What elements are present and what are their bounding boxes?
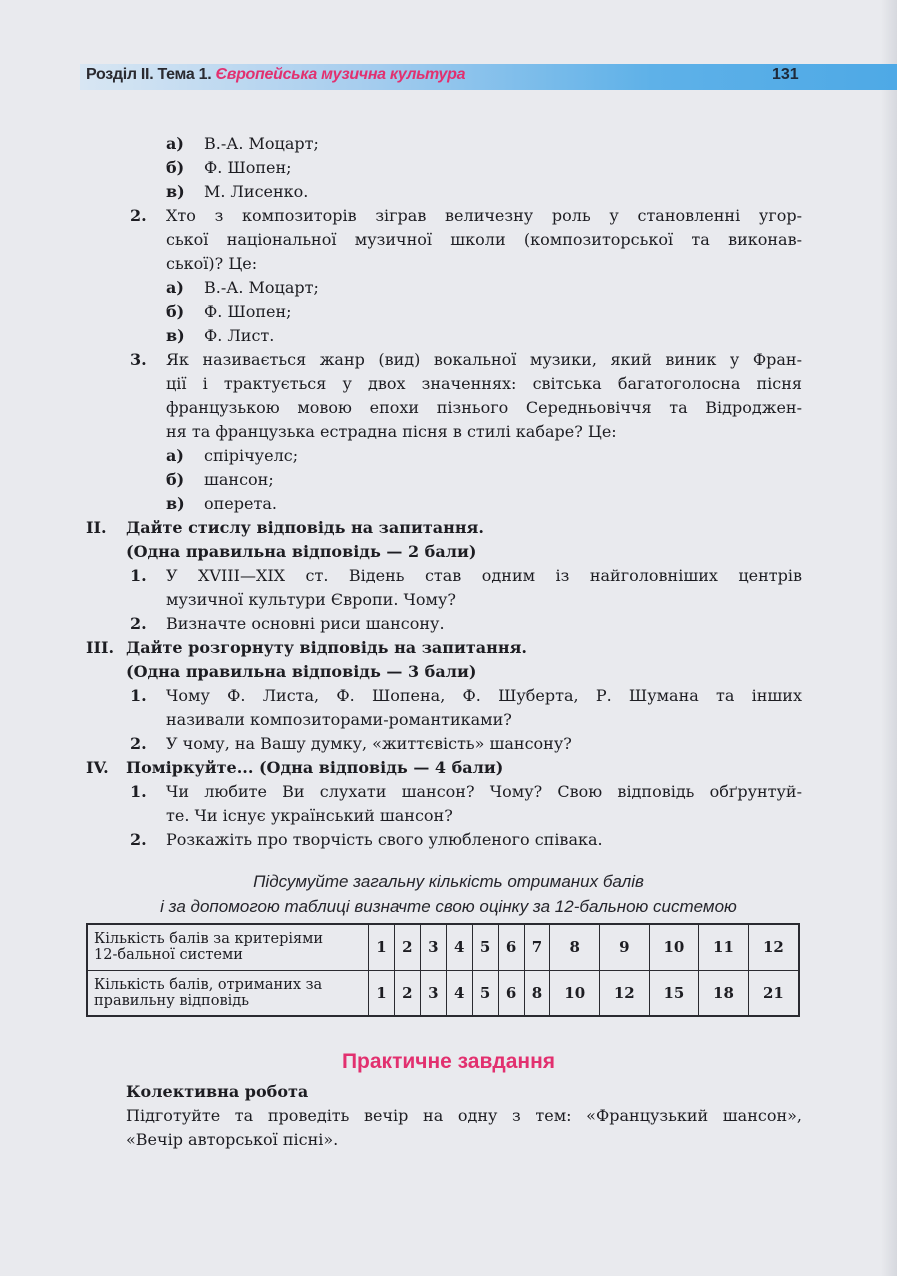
practical-text: «Вечір авторської пісні».: [126, 1130, 339, 1149]
table-cell: 12: [748, 924, 799, 970]
option-letter: а): [166, 446, 184, 465]
question-text: Як називається жанр (вид) вокальної музики, який виник у Фран-: [166, 350, 802, 369]
table-cell: 2: [394, 924, 420, 970]
question-number: 2.: [130, 206, 147, 225]
summary-line-1: Підсумуйте загальну кількість отриманих балів: [253, 872, 644, 891]
option-text: В.-А. Моцарт;: [204, 278, 319, 297]
option-letter: а): [166, 278, 184, 297]
option-letter: в): [166, 182, 185, 201]
header-topic: Європейська музична культура: [215, 66, 466, 83]
summary-line-2: і за допомогою таблиці визначте свою оцінку за 12-бальною системою: [160, 897, 737, 916]
option-letter: б): [166, 302, 185, 321]
table-cell: 11: [699, 924, 749, 970]
section-title: Дайте стислу відповідь на запитання.: [126, 518, 484, 537]
option-row: [0, 300, 897, 324]
question-line: [0, 420, 897, 444]
section-heading: [0, 636, 897, 660]
row-label-line: правильну відповідь: [94, 992, 250, 1009]
question-line: [0, 612, 897, 636]
question-line: [0, 828, 897, 852]
grading-table: [86, 923, 800, 1017]
option-text: Ф. Шопен;: [204, 302, 292, 321]
table-cell: 6: [498, 970, 524, 1016]
table-cell: 4: [446, 970, 472, 1016]
table-cell: 8: [524, 970, 550, 1016]
option-text: оперета.: [204, 494, 277, 513]
option-letter: б): [166, 470, 185, 489]
row-label: [87, 924, 369, 970]
option-text: шансон;: [204, 470, 274, 489]
question-line: [0, 804, 897, 828]
option-row: [0, 444, 897, 468]
table-cell: 6: [498, 924, 524, 970]
table-cell: 1: [369, 970, 395, 1016]
practical-task-title: Практичне завдання: [341, 1050, 556, 1073]
option-text: Ф. Шопен;: [204, 158, 292, 177]
question-number: 2.: [130, 734, 147, 753]
practical-task: [126, 1080, 802, 1152]
table-cell: 2: [394, 970, 420, 1016]
points-note: (Одна правильна відповідь — 3 бали): [126, 662, 477, 681]
test-content: [0, 132, 897, 852]
option-row: [0, 492, 897, 516]
section-title: Поміркуйте... (Одна відповідь — 4 бали): [126, 758, 504, 777]
option-letter: а): [166, 134, 184, 153]
table-cell: 21: [748, 970, 799, 1016]
practical-subtitle: Колективна робота: [126, 1082, 309, 1101]
question-text: Чому Ф. Листа, Ф. Шопена, Ф. Шуберта, Р. Шумана та інших: [166, 686, 802, 705]
question-number: 3.: [130, 350, 147, 369]
option-letter: в): [166, 494, 185, 513]
table-cell: 15: [649, 970, 699, 1016]
question-text: Визначте основні риси шансону.: [166, 614, 445, 633]
option-letter: в): [166, 326, 185, 345]
question-text: Хто з композиторів зіграв величезну роль у становленні угор-: [166, 206, 802, 225]
practical-text: Підготуйте та проведіть вечір на одну з тем: «Французький шансон»,: [126, 1106, 802, 1125]
row-label-line: 12-бальної системи: [94, 947, 243, 964]
option-row: [0, 324, 897, 348]
question-text: французькою мовою епохи пізнього Середньовіччя та Відроджен-: [166, 398, 802, 417]
option-row: [0, 156, 897, 180]
question-line: [0, 204, 897, 228]
question-line: [0, 708, 897, 732]
section-heading: [0, 756, 897, 780]
option-text: М. Лисенко.: [204, 182, 309, 201]
section-points: [0, 660, 897, 684]
section-points: [0, 540, 897, 564]
table-cell: 12: [600, 970, 650, 1016]
table-cell: 7: [524, 924, 550, 970]
option-row: [0, 468, 897, 492]
row-label-line: Кількість балів, отриманих за: [94, 976, 323, 993]
question-number: 2.: [130, 614, 147, 633]
question-line: [0, 780, 897, 804]
question-text: ської національної музичної школи (композиторської та виконав-: [166, 230, 802, 249]
points-note: (Одна правильна відповідь — 2 бали): [126, 542, 477, 561]
question-text: ції і трактується у двох значеннях: світська багатоголосна пісня: [166, 374, 802, 393]
table-row: [87, 970, 799, 1016]
question-number: 2.: [130, 830, 147, 849]
question-line: [0, 228, 897, 252]
table-cell: 4: [446, 924, 472, 970]
table-cell: 5: [472, 970, 498, 1016]
question-text: ня та французька естрадна пісня в стилі кабаре? Це:: [166, 422, 617, 441]
question-line: [0, 396, 897, 420]
question-number: 1.: [130, 686, 147, 705]
table-cell: 9: [600, 924, 650, 970]
question-text: те. Чи існує український шансон?: [166, 806, 453, 825]
question-text: Чи любите Ви слухати шансон? Чому? Свою відповідь обґрунтуй-: [166, 782, 802, 801]
question-text: Розкажіть про творчість свого улюбленого співака.: [166, 830, 603, 849]
question-number: 1.: [130, 782, 147, 801]
page-number: 131: [772, 66, 799, 83]
section-title: Дайте розгорнуту відповідь на запитання.: [126, 638, 527, 657]
question-line: [0, 372, 897, 396]
table-cell: 3: [420, 970, 446, 1016]
question-line: [0, 564, 897, 588]
question-line: [0, 348, 897, 372]
section-number: II.: [86, 518, 107, 537]
question-number: 1.: [130, 566, 147, 585]
option-text: В.-А. Моцарт;: [204, 134, 319, 153]
row-label: [87, 970, 369, 1016]
section-heading: [0, 516, 897, 540]
question-text: У XVIII—XIX ст. Відень став одним із найголовніших центрів: [166, 566, 802, 585]
row-label-line: Кількість балів за критеріями: [94, 931, 324, 948]
option-letter: б): [166, 158, 185, 177]
option-text: Ф. Лист.: [204, 326, 275, 345]
question-text: ської)? Це:: [166, 254, 258, 273]
table-cell: 3: [420, 924, 446, 970]
question-line: [0, 732, 897, 756]
section-number: IV.: [86, 758, 109, 777]
table-cell: 10: [649, 924, 699, 970]
question-line: [0, 252, 897, 276]
table-cell: 10: [550, 970, 600, 1016]
table-cell: 8: [550, 924, 600, 970]
option-row: [0, 132, 897, 156]
table-cell: 18: [699, 970, 749, 1016]
table-cell: 1: [369, 924, 395, 970]
table-row: [87, 924, 799, 970]
question-line: [0, 588, 897, 612]
question-line: [0, 684, 897, 708]
table-cell: 5: [472, 924, 498, 970]
section-number: III.: [86, 638, 115, 657]
header-section: Розділ ІІ. Тема 1.: [86, 66, 212, 83]
option-text: спірічуелс;: [204, 446, 299, 465]
option-row: [0, 180, 897, 204]
question-text: У чому, на Вашу думку, «життєвість» шансону?: [166, 734, 572, 753]
question-text: музичної культури Європи. Чому?: [166, 590, 456, 609]
option-row: [0, 276, 897, 300]
running-header: [86, 66, 465, 84]
question-text: називали композиторами-романтиками?: [166, 710, 512, 729]
